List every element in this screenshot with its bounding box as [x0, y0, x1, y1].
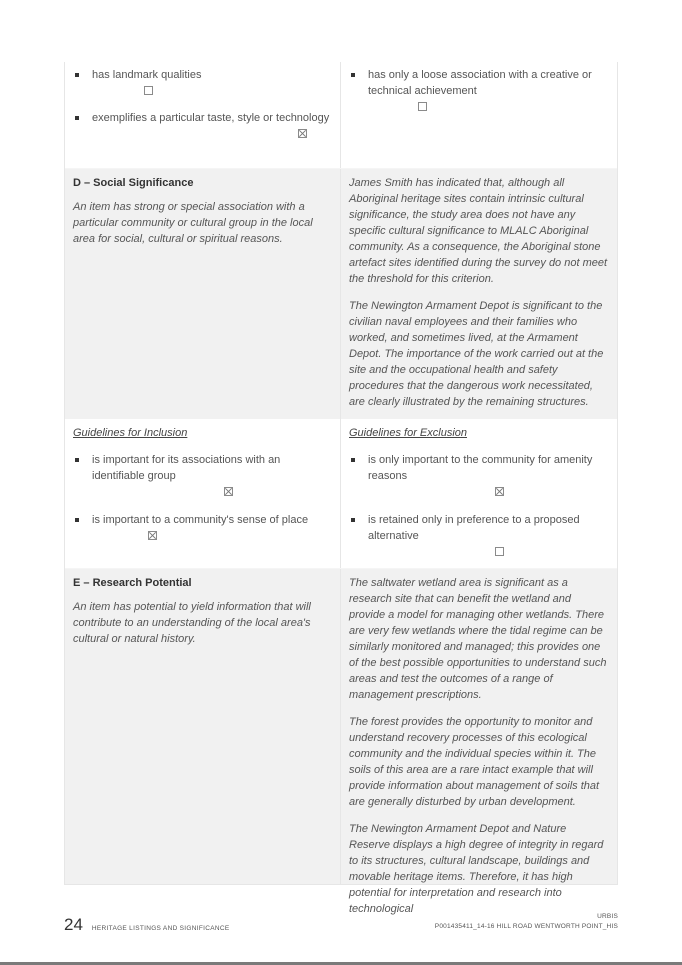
significance-table	[64, 62, 618, 915]
criterion-e-assessment	[341, 569, 617, 915]
criterion-heading: E – Research Potential	[73, 577, 192, 589]
unchecked-checkbox-icon[interactable]	[495, 547, 504, 556]
criterion-d-definition	[65, 169, 341, 419]
checked-checkbox-icon[interactable]	[298, 129, 307, 138]
page-number: 24	[64, 915, 83, 934]
assessment-paragraph: The Newington Armament Depot is significant to the civilian naval employees and their families who worked, and sometimes lived, at the Armament Depot. The importance of the work carried out at the site and the occupational health and safety procedures that the dangerous work necessitated, are clearly illustrated by the remaining structures.	[349, 300, 604, 408]
assessment-paragraph: The saltwater wetland area is significant as a research site that can benefit the wetland and provide a model for managing other wetlands. There are very few wetlands where the tidal regime can be similarly monitored and managed; this provides one of the best possible opportunities to understand such areas and test the outcomes of a range of management prescriptions.	[349, 577, 607, 701]
guideline-item: is important for its associations with an identifiable group	[73, 452, 332, 500]
criterion-heading: D – Social Significance	[73, 177, 194, 189]
unchecked-checkbox-icon[interactable]	[144, 86, 153, 95]
inclusion-cell	[65, 419, 341, 568]
criterion-e-row	[65, 568, 617, 915]
guideline-item: has only a loose association with a creative or technical achievement	[349, 67, 609, 115]
assessment-paragraph: The Newington Armament Depot and Nature Reserve displays a high degree of integrity in regard to its structures, cultural landscape, buildings and movable heritage items. Therefore, it has high potential for interpretation and research into technological	[349, 823, 604, 915]
checked-checkbox-icon[interactable]	[148, 531, 157, 540]
guideline-item: is only important to the community for amenity reasons	[349, 452, 609, 500]
criterion-d-guidelines-row	[65, 419, 617, 568]
guideline-item: exemplifies a particular taste, style or technology	[73, 110, 332, 142]
exclusion-title: Guidelines for Exclusion	[349, 427, 468, 439]
footer-left	[64, 915, 230, 935]
assessment-paragraph: James Smith has indicated that, although all Aboriginal heritage sites contain intrinsic cultural significance, the study area does not have any specific cultural significance to MLALC Aboriginal community. As a consequence, the Aboriginal stone artefact sites identified during the survey do not meet the threshold for this criterion.	[349, 177, 608, 285]
checked-checkbox-icon[interactable]	[495, 487, 504, 496]
criterion-d-row	[65, 168, 617, 419]
criterion-description: An item has potential to yield information that will contribute to an understanding of the local area's cultural or natural history.	[73, 601, 311, 645]
checked-checkbox-icon[interactable]	[224, 487, 233, 496]
footer-right	[435, 912, 618, 932]
inclusion-title: Guidelines for Inclusion	[73, 427, 188, 439]
inclusion-cell	[65, 62, 341, 168]
document-reference: P001435411_14-16 HILL ROAD WENTWORTH POINT_HIS	[434, 923, 618, 930]
company-name: URBIS	[597, 913, 618, 920]
criterion-d-assessment	[341, 169, 617, 419]
unchecked-checkbox-icon[interactable]	[418, 102, 427, 111]
guideline-item: is important to a community's sense of place	[73, 512, 332, 544]
criterion-description: An item has strong or special association with a particular community or cultural group in the local area for social, cultural or spiritual reasons.	[73, 201, 313, 245]
criterion-c-guidelines-row	[65, 62, 617, 168]
guideline-item: is retained only in preference to a proposed alternative	[349, 512, 609, 560]
assessment-paragraph: The forest provides the opportunity to monitor and understand recovery processes of this ecological community and the individual species within it. The soils of this area are a rare intact example that will provide information about management of soils that are generally disturbed by urban development.	[349, 716, 600, 808]
criterion-e-definition	[65, 569, 341, 884]
guideline-item: has landmark qualities	[73, 67, 332, 99]
exclusion-cell	[341, 62, 617, 168]
exclusion-cell	[341, 419, 617, 568]
section-title: HERITAGE LISTINGS AND SIGNIFICANCE	[91, 925, 230, 932]
